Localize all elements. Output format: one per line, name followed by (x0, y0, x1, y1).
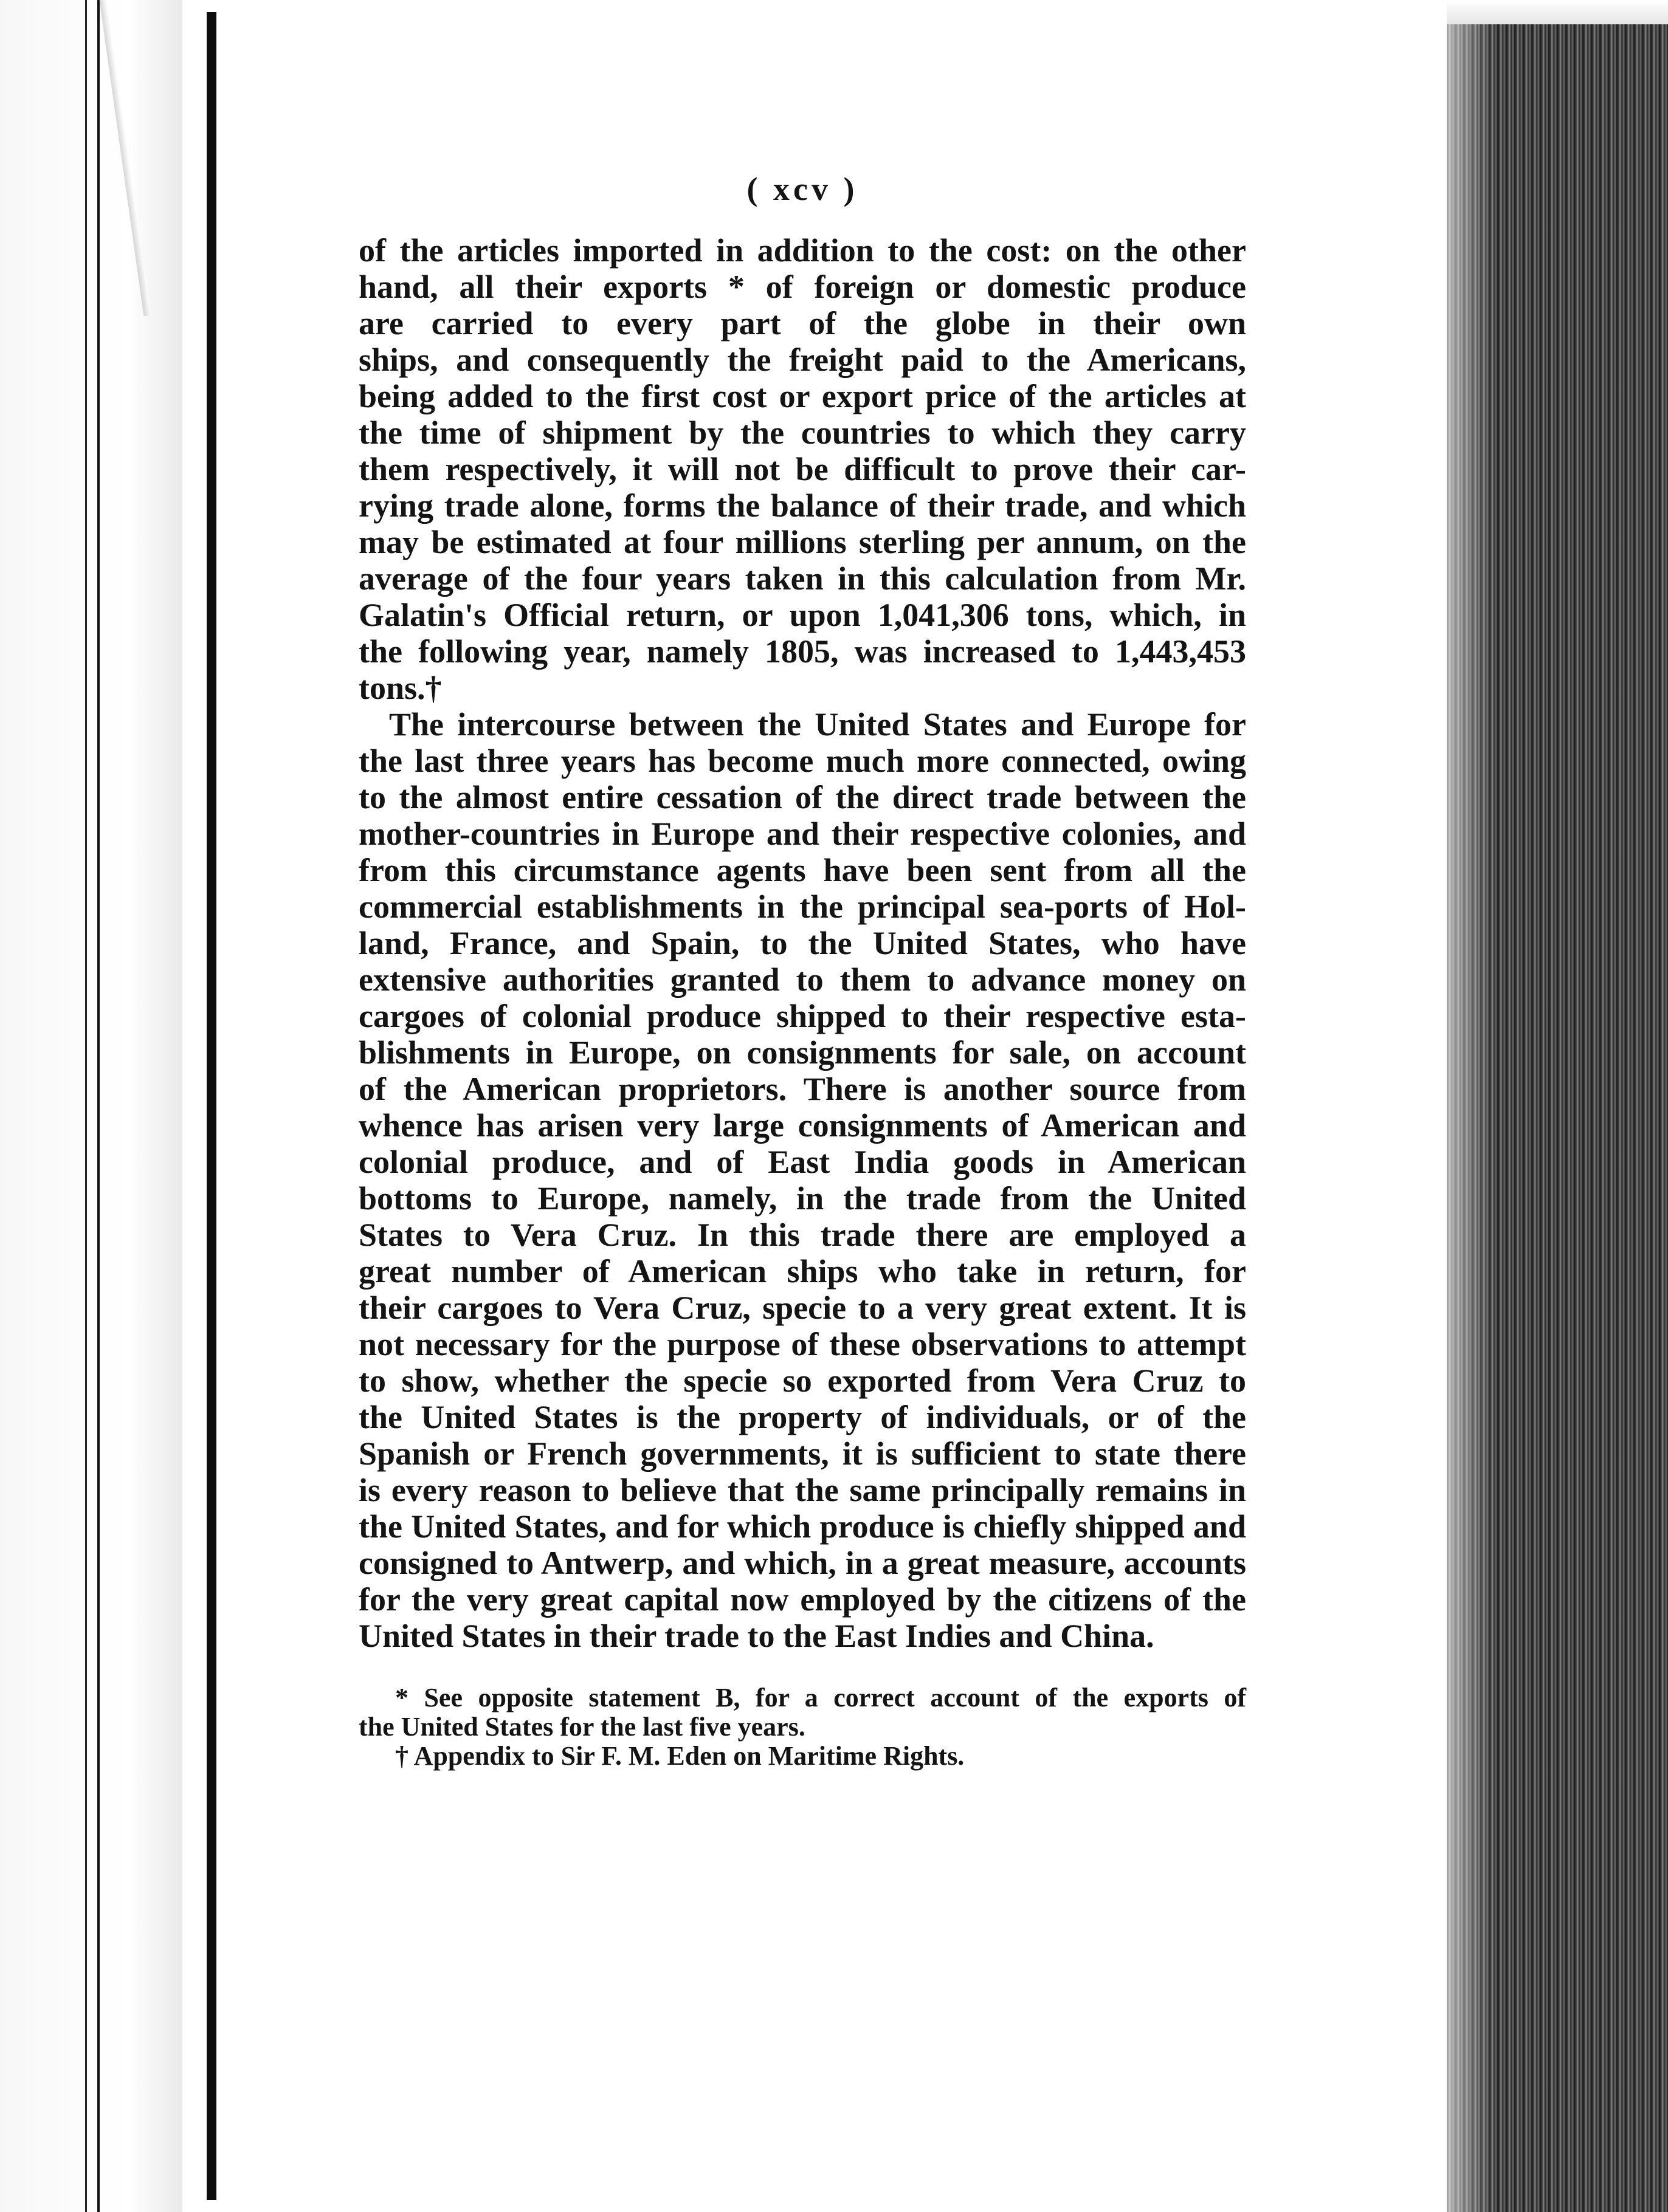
body-line: being added to the first cost or export price of the articles at (359, 378, 1246, 414)
footnote-line: * See opposite statement B, for a correct account of the exports of (395, 1683, 1246, 1712)
body-line: ships, and consequently the freight paid to the Americans, (359, 342, 1246, 378)
body-line: consigned to Antwerp, and which, in a great measure, accounts (359, 1545, 1246, 1581)
body-line: their cargoes to Vera Cruz, specie to a very great extent. It is (359, 1290, 1246, 1326)
facing-page-edge-line (85, 0, 87, 2212)
body-line: to show, whether the specie so exported from Vera Cruz to (359, 1362, 1246, 1399)
body-line: the United States, and for which produce is chiefly shipped and (359, 1508, 1246, 1545)
body-paragraph-2 (359, 706, 1246, 1654)
body-line: States to Vera Cruz. In this trade there are employed a (359, 1217, 1246, 1253)
body-line: mother-countries in Europe and their respective colonies, and (359, 816, 1246, 852)
page-gutter-edge (207, 12, 216, 2200)
body-line: tons.† (359, 670, 442, 706)
body-line: from this circumstance agents have been sent from all the (359, 852, 1246, 888)
page-text-block (359, 170, 1246, 1771)
body-line: may be estimated at four millions sterling per annum, on the (359, 524, 1246, 560)
body-line: the United States is the property of individuals, or of the (359, 1399, 1246, 1435)
body-line: are carried to every part of the globe in their own (359, 305, 1246, 342)
body-line: the time of shipment by the countries to which they carry (359, 414, 1246, 451)
body-line: average of the four years taken in this calculation from Mr. (359, 560, 1246, 597)
body-line: Galatin's Official return, or upon 1,041,306 tons, which, in (359, 597, 1246, 633)
body-line: commercial establishments in the principal sea-ports of Hol- (359, 888, 1246, 925)
body-line: land, France, and Spain, to the United States, who have (359, 925, 1246, 961)
body-line: colonial produce, and of East India goods in American (359, 1144, 1246, 1180)
body-line: hand, all their exports * of foreign or domestic produce (359, 269, 1246, 305)
body-line: The intercourse between the United States and Europe for (389, 706, 1246, 743)
body-line: the following year, namely 1805, was increased to 1,443,453 (359, 633, 1246, 670)
body-line: for the very great capital now employed by the citizens of the (359, 1581, 1246, 1618)
facing-page-margin (0, 0, 182, 2212)
body-line: rying trade alone, forms the balance of their trade, and which (359, 487, 1246, 524)
footnotes (359, 1683, 1246, 1771)
body-line: great number of American ships who take in return, for (359, 1253, 1246, 1290)
body-line: Spanish or French governments, it is sufficient to state there (359, 1435, 1246, 1472)
body-line: is every reason to believe that the same principally remains in (359, 1472, 1246, 1508)
body-line: of the articles imported in addition to the cost: on the other (359, 232, 1246, 269)
footnote-line: † Appendix to Sir F. M. Eden on Maritime Rights. (395, 1741, 965, 1771)
facing-page-border-line (97, 0, 100, 2212)
body-line: United States in their trade to the East Indies and China. (359, 1618, 1154, 1654)
body-line: of the American proprietors. There is another source from (359, 1071, 1246, 1107)
body-line: bottoms to Europe, namely, in the trade from the United (359, 1180, 1246, 1217)
body-line: extensive authorities granted to them to advance money on (359, 961, 1246, 998)
footnote-line: the United States for the last five years. (359, 1712, 805, 1742)
body-line: them respectively, it will not be difficult to prove their car- (359, 451, 1246, 487)
body-line: the last three years has become much more connected, owing (359, 743, 1246, 779)
body-line: to the almost entire cessation of the direct trade between the (359, 779, 1246, 816)
body-line: blishments in Europe, on consignments for sale, on account (359, 1034, 1246, 1071)
page-number: ( xcv ) (746, 171, 858, 207)
body-line: whence has arisen very large consignments of American and (359, 1107, 1246, 1144)
body-line: not necessary for the purpose of these observations to attempt (359, 1326, 1246, 1362)
fore-edge-shading (1447, 24, 1495, 2212)
body-paragraph-1 (359, 232, 1246, 706)
body-line: cargoes of colonial produce shipped to their respective esta- (359, 998, 1246, 1034)
